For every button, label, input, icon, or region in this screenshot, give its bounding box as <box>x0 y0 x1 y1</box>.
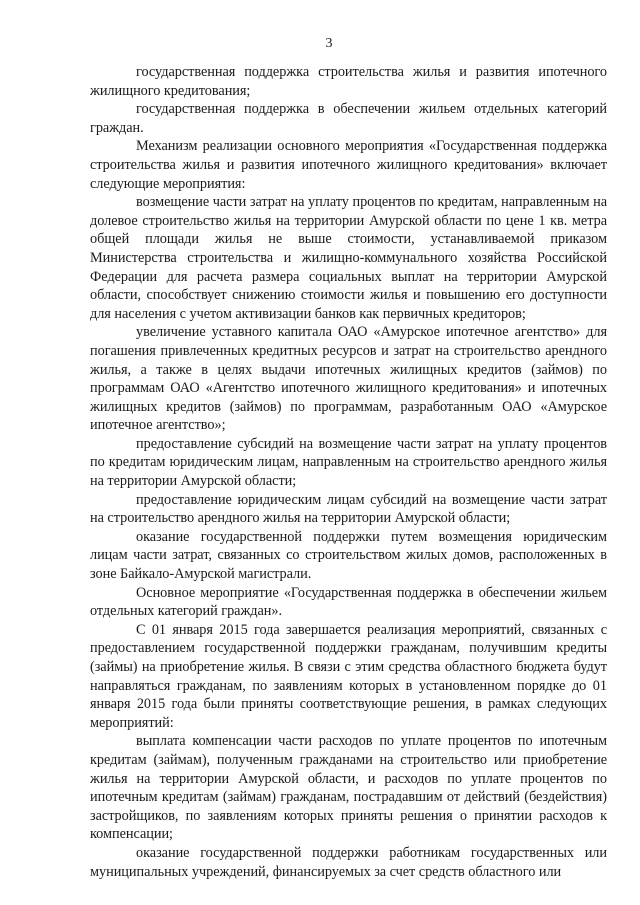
document-body <box>90 63 607 881</box>
paragraph-housing-measure-title: Основное мероприятие «Государственная поддержка в обеспечении жильем отдельных категорий граждан». <box>90 584 607 620</box>
list-item-capital-increase: увеличение уставного капитала ОАО «Амурское ипотечное агентство» для погашения привлеченных кредитных ресурсов и затрат на строительство арендного жилья, а также в целях выдачи ипотечных жилищных кредитов (займов) по программам ОАО «Агентство ипотечного жилищного кредитования» и ипотечных жилищных кредитов (займов) по программам, разработанным ОАО «Амурское ипотечное агентство»; <box>90 324 607 434</box>
paragraph-mechanism-intro: Механизм реализации основного мероприятия «Государственная поддержка строительства жилья и развития ипотечного жилищного кредитования» включает следующие мероприятия: <box>90 138 607 192</box>
list-item-subsidy-construction: предоставление юридическим лицам субсидий на возмещение части затрат на строительство арендного жилья на территории Амурской области; <box>90 491 607 527</box>
list-item-interest-compensation: возмещение части затрат на уплату процентов по кредитам, направленным на долевое строительство жилья на территории Амурской области по цене 1 кв. метра общей площади жилья не выше стоимости, устанавливаемой приказом Министерства строительства и жилищно-коммунального хозяйства Российской Федерации для расчета размера социальных выплат на территории Амурской области, способствует снижению стоимости жилья и повышению его доступности для населения с учетом активизации банков как первичных кредиторов; <box>90 194 607 322</box>
list-item-state-employee-support: оказание государственной поддержки работникам государственных или муниципальных учреждений, финансируемых за счет средств областного или <box>90 844 607 880</box>
list-item-mortgage-compensation: выплата компенсации части расходов по уплате процентов по ипотечным кредитам (займам), полученным гражданами на строительство или приобретение жилья на территории Амурской области, и расходов по уплате процентов по ипотечным кредитам (займам) гражданам, пострадавшим от действий (бездействия) застройщиков, по заявлениям которых приняты решения о принятии расходов к компенсации; <box>90 733 607 843</box>
list-item-bam-support: оказание государственной поддержки путем возмещения юридическим лицам части затрат, связанных со строительством жилых домов, расположенных в зоне Байкало-Амурской магистрали. <box>90 528 607 583</box>
list-item-construction-support: государственная поддержка строительства жилья и развития ипотечного жилищного кредитования; <box>90 64 607 99</box>
page-number: 3 <box>325 36 333 51</box>
paragraph-2015-completion: С 01 января 2015 года завершается реализация мероприятий, связанных с предоставлением государственной поддержки гражданам, получившим кредиты (займы) на приобретение жилья. В связи с этим средства областного бюджета будут направляться гражданам, по заявлениям которых в установленном порядке до 01 января 2015 года были приняты соответствующие решения, в рамках следующих мероприятий: <box>90 621 607 731</box>
list-item-housing-support: государственная поддержка в обеспечении жильем отдельных категорий граждан. <box>90 101 607 136</box>
list-item-subsidy-interest: предоставление субсидий на возмещение части затрат на уплату процентов по кредитам юридическим лицам, направленным на строительство арендного жилья на территории Амурской области; <box>90 435 607 490</box>
